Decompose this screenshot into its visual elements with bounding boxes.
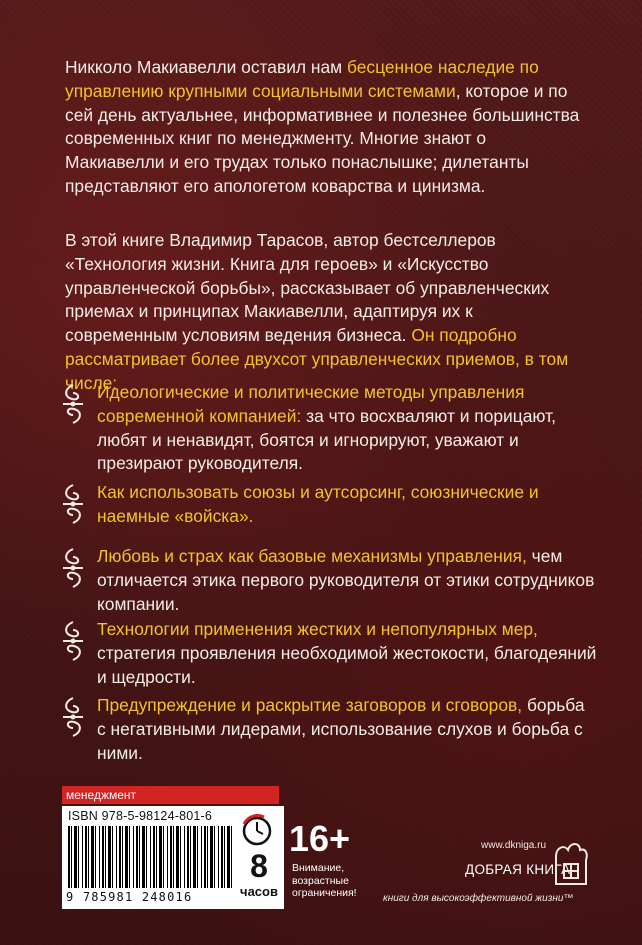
isbn-text: ISBN 978-5-98124-801-6 (68, 809, 213, 823)
ean-number: 9 785981 248016 (66, 890, 193, 904)
reading-hours: 8 (250, 848, 268, 884)
barcode (68, 826, 234, 888)
list-item-text (97, 481, 597, 529)
list-item-text (97, 618, 597, 689)
publisher-slogan: книги для высокоэффективной жизни™ (383, 893, 574, 904)
ornament-icon (60, 483, 86, 525)
ornament-icon (60, 383, 86, 425)
list-item-highlight: Как использовать союзы и аутсорсинг, союзнические и наемные «войска». (97, 482, 539, 526)
intro-paragraph-1 (65, 56, 585, 199)
ornament-icon (60, 696, 86, 738)
list-item-text (97, 381, 597, 476)
intro-highlight: Он подробно рассматривает более двухсот управленческих приемов, в том числе: (65, 325, 569, 393)
age-warning: Внимание, возрастные ограничения! (292, 862, 357, 899)
intro-text: В этой книге Владимир Тарасов, автор бестселлеров «Технология жизни. Книга для героев» и «Искусство управленческой борьбы», рассказывает об управленческих приемах и принципах Макиавелли, адаптируя их к современным условиям ведения бизнеса. (65, 230, 550, 346)
ornament-icon (60, 620, 86, 662)
list-item-text (97, 545, 597, 616)
publisher-name: ДОБРАЯ КНИГА (465, 862, 571, 877)
list-item-rest: стратегия проявления необходимой жестокости, благодеяний и щедрости. (97, 642, 597, 687)
intro-highlight: бесценное наследие по управлению крупными социальными системами (65, 57, 539, 101)
intro-text: Никколо Макиавелли оставил нам (65, 57, 347, 77)
intro-paragraph-2 (65, 229, 585, 396)
list-item-highlight: Любовь и страх как базовые механизмы управления, (97, 546, 527, 566)
category-label: менеджмент (62, 786, 279, 804)
list-item-text (97, 694, 597, 765)
clock-icon (240, 814, 274, 848)
list-item-rest: за что восхваляют и порицают, любят и ненавидят, боятся и игнорируют, уважают и презирают руководителя. (97, 405, 556, 474)
barcode-panel (62, 806, 284, 909)
list-item-highlight: Предупреждение и раскрытие заговоров и сговоров, (97, 695, 523, 715)
ornament-icon (60, 547, 86, 589)
intro-text: , которое и по сей день актуальнее, информативнее и полезнее большинства современных книг по менеджменту. Многие знают о Макиавелли и его трудах только понаслышке; дилетанты представляют его апологетом коварства и цинизма. (65, 80, 580, 196)
publisher-logo-icon (550, 838, 592, 888)
list-item-rest: борьба с негативными лидерами, использование слухов и борьба с ними. (97, 695, 585, 763)
list-item-rest: чем отличается этика первого руководителя от этики сотрудников компании. (97, 546, 595, 614)
reading-hours-label: часов (240, 884, 278, 899)
publisher-url: www.dkniga.ru (481, 840, 547, 851)
age-rating: 16+ (289, 818, 351, 859)
list-item-highlight: Технологии применения жестких и непопулярных мер, (97, 619, 538, 639)
list-item-highlight: Идеологические и политические методы управления современной компанией: (97, 382, 525, 426)
